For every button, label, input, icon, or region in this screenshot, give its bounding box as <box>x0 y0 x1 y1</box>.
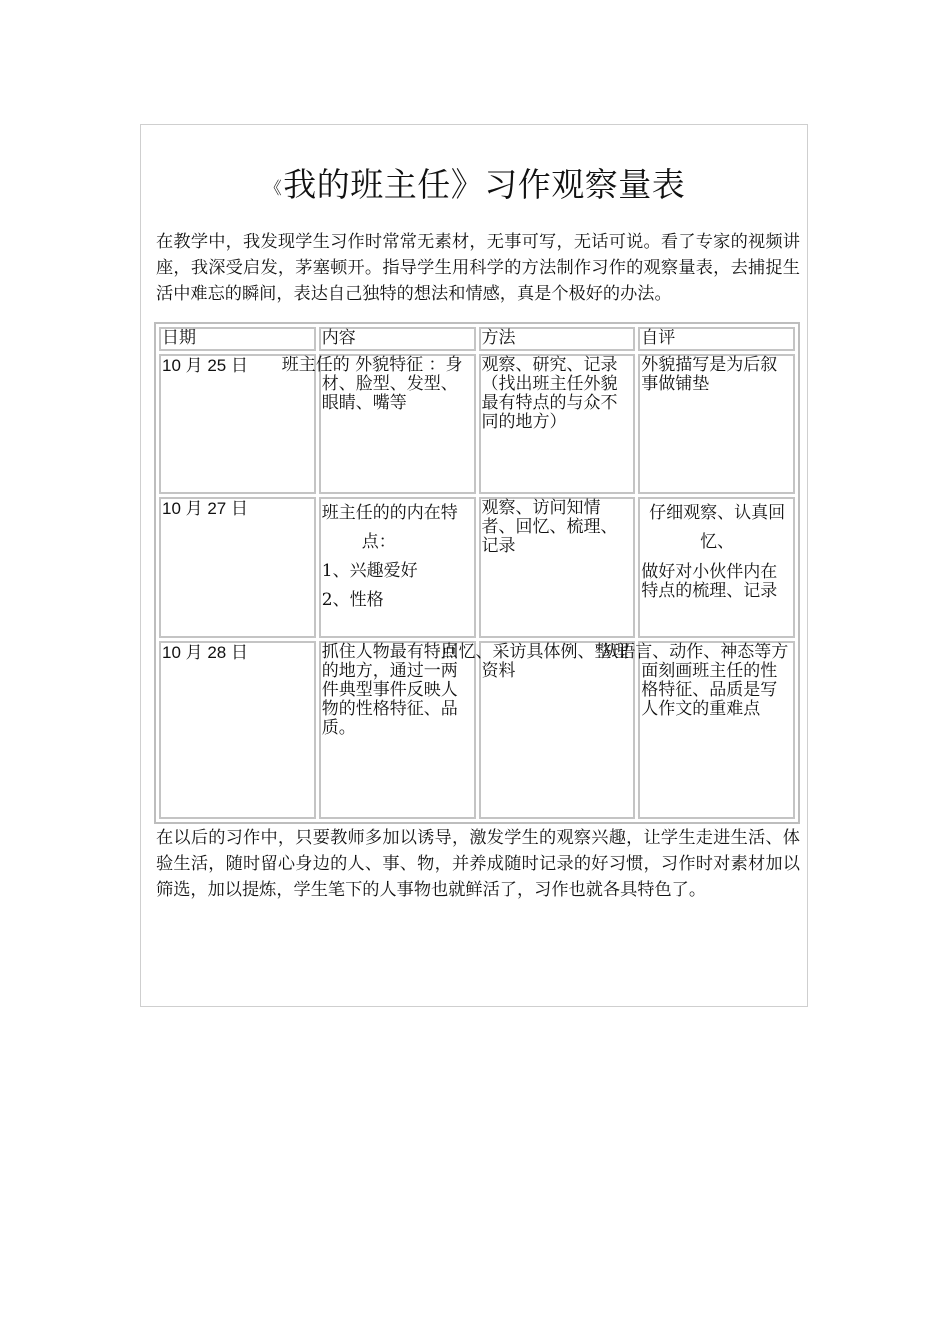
row1-review: 外貌描写是为后叙事做铺垫 <box>638 354 795 494</box>
row2-content-line2: 1、兴趣爱好 <box>321 561 418 581</box>
title-text: 我的班主任》习作观察量表 <box>283 165 686 204</box>
table-row <box>159 354 795 494</box>
row1-content: 班主任的 外貌特征 ：身材、脸型、发型、眼睛、嘴等 <box>319 354 476 494</box>
row2-method: 观察、访问知情者、回忆、梳理、记录 <box>479 497 636 638</box>
conclusion-paragraph: 在以后的习作中，只要教师多加以诱导，激发学生的观察兴趣，让学生走进生活、体验生活，随时留心身边的人、事、物，并养成随时记录的好习惯，习作时对素材加以筛选，加以提炼，学生笔下的人事物也就鲜活了，习作也就各具特色了。 <box>156 828 800 900</box>
header-date: 日期 <box>159 327 316 351</box>
row3-review: 从语言、动作、神态等方面刻画班主任的性格特征、品质是写人作文的重难点 <box>638 641 795 819</box>
row3-content: 抓住人物最有特点的地方，通过一两件典型事件反映人物的性格特征、品质。 <box>319 641 476 819</box>
intro-paragraph: 在教学中，我发现学生习作时常常无素材，无事可写，无话可说。看了专家的视频讲座，我深受启发，茅塞顿开。指导学生用科学的方法制作习作的观察量表，去捕捉生活中难忘的瞬间，表达自己独特的想法和情感，真是个极好的办法。 <box>156 232 800 304</box>
observation-table <box>154 322 800 824</box>
row1-method: 观察、研究、记录（找出班主任外貌最有特点的与众不同的地方） <box>479 354 636 494</box>
document-title <box>141 163 809 211</box>
row2-content-line1: 班主任的的内在特点： <box>321 503 458 552</box>
table-header-row <box>159 327 795 351</box>
row2-review-line1: 仔细观察、认真回忆、 <box>649 503 786 552</box>
title-open-quote: 《 <box>264 179 283 199</box>
table-row <box>159 641 795 819</box>
row2-review-line2: 做好对小伙伴内在特点的梳理、记录 <box>641 562 778 601</box>
row1-date: 10 月 25 日 <box>159 354 316 494</box>
header-content: 内容 <box>319 327 476 351</box>
row3-method: 回忆、采访具体例、整理资料 <box>479 641 636 819</box>
row2-date: 10 月 27 日 <box>159 497 316 638</box>
row2-content-line3: 2、性格 <box>321 590 384 610</box>
table-row <box>159 497 795 638</box>
document-page <box>140 124 808 1007</box>
row3-date: 10 月 28 日 <box>159 641 316 819</box>
row2-review <box>638 497 795 638</box>
row2-content <box>319 497 476 638</box>
header-method: 方法 <box>479 327 636 351</box>
header-review: 自评 <box>638 327 795 351</box>
